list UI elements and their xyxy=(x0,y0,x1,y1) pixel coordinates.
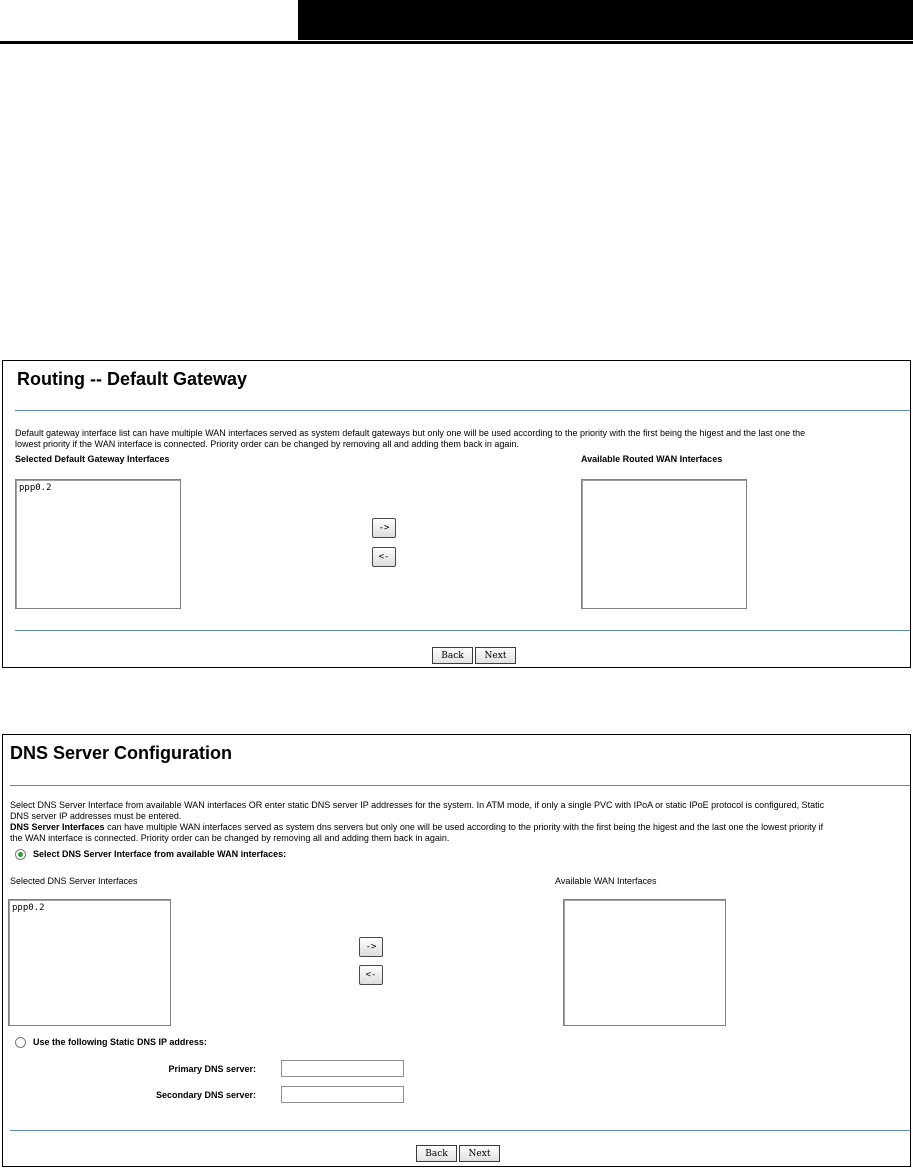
description-line: lowest priority if the WAN interface is connected. Priority order can be changed by removing all and adding them back in again. xyxy=(15,439,519,449)
available-dns-listbox[interactable] xyxy=(563,899,726,1026)
move-left-button[interactable]: <- xyxy=(359,965,383,985)
divider xyxy=(15,630,910,631)
static-dns-radio-label: Use the following Static DNS IP address: xyxy=(33,1037,207,1047)
description-line: Default gateway interface list can have multiple WAN interfaces served as system default gateways but only one will be used according to the priority with the first being the higest and the last one the xyxy=(15,428,806,438)
primary-dns-input[interactable] xyxy=(281,1060,404,1077)
divider xyxy=(10,1130,910,1131)
move-left-button[interactable]: <- xyxy=(372,547,396,567)
back-button[interactable]: Back xyxy=(416,1145,457,1162)
available-interfaces-label: Available WAN Interfaces xyxy=(555,876,657,886)
available-gateway-listbox[interactable] xyxy=(581,479,747,609)
dns-interfaces-term: DNS Server Interfaces xyxy=(10,822,105,832)
list-item[interactable]: ppp0.2 xyxy=(19,483,52,493)
dns-server-panel xyxy=(2,734,911,1167)
next-button[interactable]: Next xyxy=(475,647,516,664)
description-line: Select DNS Server Interface from available WAN interfaces OR enter static DNS server IP addresses for the system. In ATM mode, if only a single PVC with IPoA or static IPoE protocol is configured, Static xyxy=(10,800,825,810)
move-right-button[interactable]: -> xyxy=(372,518,396,538)
page-title: Routing -- Default Gateway xyxy=(17,369,248,389)
divider xyxy=(10,785,910,786)
list-item[interactable]: ppp0.2 xyxy=(12,903,45,913)
back-button[interactable]: Back xyxy=(432,647,473,664)
select-interface-radio-label: Select DNS Server Interface from available WAN interfaces: xyxy=(33,849,287,859)
static-dns-radio[interactable] xyxy=(15,1037,26,1048)
selected-gateway-listbox[interactable] xyxy=(15,479,181,609)
divider xyxy=(15,410,910,411)
description-line: DNS server IP addresses must be entered. xyxy=(10,811,182,821)
available-interfaces-label: Available Routed WAN Interfaces xyxy=(581,454,723,464)
header-rule xyxy=(0,41,913,44)
default-gateway-panel xyxy=(2,360,911,668)
page-title: DNS Server Configuration xyxy=(10,743,233,763)
move-right-button[interactable]: -> xyxy=(359,937,383,957)
description-line xyxy=(10,822,823,833)
primary-dns-label: Primary DNS server: xyxy=(168,1064,256,1074)
secondary-dns-input[interactable] xyxy=(281,1086,404,1103)
select-interface-radio[interactable] xyxy=(15,849,26,860)
selected-dns-listbox[interactable] xyxy=(8,899,171,1026)
selected-interfaces-label: Selected DNS Server Interfaces xyxy=(10,876,138,886)
description-line: the WAN interface is connected. Priority order can be changed by removing all and adding them back in again. xyxy=(10,833,450,843)
next-button[interactable]: Next xyxy=(459,1145,500,1162)
header-black-bar xyxy=(298,0,913,40)
description-text: can have multiple WAN interfaces served as system dns servers but only one will be used according to the priority with the first being the higest and the last one the lowest priority if xyxy=(104,822,824,832)
secondary-dns-label: Secondary DNS server: xyxy=(155,1090,256,1100)
selected-interfaces-label: Selected Default Gateway Interfaces xyxy=(15,454,170,464)
